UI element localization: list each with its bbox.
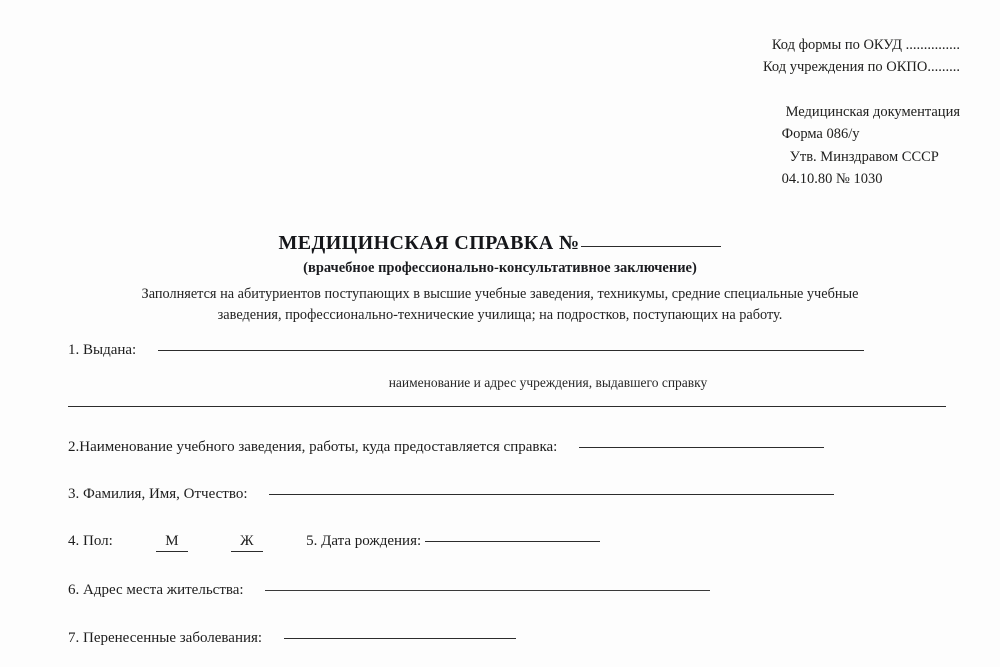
item3-label: 3. Фамилия, Имя, Отчество:	[68, 486, 248, 502]
doc-info-line-1: Медицинская документация	[785, 103, 960, 120]
form-body	[68, 342, 948, 647]
okpo-code-line: Код учреждения по ОКПО.........	[762, 59, 960, 76]
doc-info-line-3: Утв. Минздравом СССР	[789, 148, 939, 165]
intro-text	[55, 284, 945, 325]
page-title	[279, 232, 722, 255]
form-row-4	[68, 533, 948, 552]
gender-option-female[interactable]: Ж	[231, 533, 262, 552]
dob-input-line-part1[interactable]	[425, 541, 480, 542]
gender-option-male[interactable]: М	[156, 533, 187, 552]
item3-input-line[interactable]	[269, 494, 834, 495]
header-block	[736, 34, 960, 191]
item7-input-line[interactable]	[284, 638, 516, 639]
item6-label: 6. Адрес места жительства:	[68, 582, 244, 598]
certificate-number-line	[581, 246, 721, 247]
page-title-text: МЕДИЦИНСКАЯ СПРАВКА №	[278, 232, 580, 254]
title-block	[0, 232, 1000, 325]
page-subtitle: (врачебное профессионально-консультативное заключение)	[303, 260, 697, 276]
form-row-6	[68, 582, 948, 599]
item5-dob-label: 5. Дата рождения:	[306, 533, 422, 549]
doc-info-line-4: 04.10.80 № 1030	[781, 171, 883, 188]
form-row-3	[68, 486, 948, 503]
intro-line-1: Заполняется на абитуриентов поступающих в высшие учебные заведения, техникумы, средние специальные учебные	[141, 286, 859, 302]
item7-label: 7. Перенесенные заболевания:	[68, 630, 263, 646]
item2-label: 2.Наименование учебного заведения, работы, куда предоставляется справка:	[68, 439, 558, 455]
item6-input-line[interactable]	[265, 590, 710, 591]
item1-caption: наименование и адрес учреждения, выдавшего справку	[388, 375, 708, 390]
item1-label: 1. Выдана:	[68, 342, 137, 358]
item2-input-line[interactable]	[579, 447, 824, 448]
doc-info-line-2: Форма 086/у	[781, 126, 860, 143]
form-row-7	[68, 630, 948, 647]
form-codes	[736, 34, 960, 79]
item1-input-line[interactable]	[158, 350, 864, 351]
form-row-2	[68, 439, 948, 456]
intro-line-2: заведения, профессионально-технические училища; на подростков, поступающих на работу.	[217, 306, 783, 323]
item4-label: 4. Пол:	[68, 533, 113, 549]
document-info	[736, 101, 960, 191]
okud-code-line: Код формы по ОКУД ...............	[771, 37, 960, 53]
item1-second-input-line[interactable]	[68, 405, 946, 407]
form-row-1	[68, 342, 948, 372]
dob-input-line-part2[interactable]	[480, 541, 600, 542]
